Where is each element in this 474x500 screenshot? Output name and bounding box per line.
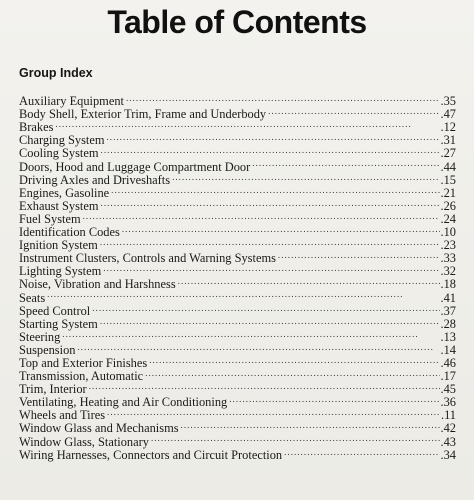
toc-entry: [19, 419, 456, 436]
dot-leader: [101, 144, 440, 157]
toc-entry-page: .44: [440, 159, 456, 174]
toc-entry-label: Starting System: [19, 316, 98, 331]
dot-leader: [103, 262, 439, 275]
toc-entry-page: .21: [440, 185, 456, 200]
dot-leader: [62, 328, 439, 341]
toc-entry-label: Ignition System: [19, 238, 98, 253]
toc-entry-page: .43: [440, 434, 456, 449]
toc-entry-label: Lighting System: [19, 264, 102, 279]
toc-entry-page: .37: [440, 303, 456, 318]
toc-entry: [19, 288, 456, 305]
toc-entry: [19, 236, 456, 253]
toc-entry-label: Window Glass, Stationary: [19, 434, 149, 449]
toc-entry-page: .18: [440, 277, 456, 292]
dot-leader: [126, 92, 440, 105]
toc-entry: [19, 262, 456, 279]
toc-entry: [19, 131, 456, 148]
toc-entry-page: .10: [440, 225, 456, 240]
group-index-heading: Group Index: [19, 66, 93, 80]
toc-entry: [19, 432, 456, 449]
toc-entry: [19, 406, 456, 423]
dot-leader: [100, 315, 440, 328]
toc-entry: [19, 92, 456, 109]
toc-entry-page: .46: [440, 355, 456, 370]
dot-leader: [268, 105, 439, 118]
toc-entry: [19, 354, 456, 370]
dot-leader: [252, 157, 439, 170]
dot-leader: [77, 341, 439, 354]
dot-leader: [149, 354, 439, 367]
toc-entry: [19, 210, 456, 226]
toc-entry-label: Auxiliary Equipment: [19, 94, 124, 109]
toc-entry-page: .28: [440, 316, 456, 331]
toc-entry-page: .35: [440, 94, 456, 109]
toc-entry: [19, 223, 456, 240]
toc-entry-page: .15: [440, 172, 456, 187]
toc-entry: [19, 105, 456, 122]
page-title: Table of Contents: [107, 4, 367, 40]
toc-entry: [19, 393, 456, 410]
toc-entry-label: Seats: [19, 290, 46, 305]
toc-entry: [19, 380, 456, 397]
toc-entry: [19, 157, 456, 174]
toc-entry-label: Wheels and Tires: [19, 408, 106, 423]
toc-entry-page: .17: [440, 369, 456, 384]
toc-entry-page: .32: [440, 264, 456, 279]
toc-entry-label: Window Glass and Mechanisms: [19, 421, 179, 436]
toc-entry-label: Charging System: [19, 133, 105, 148]
toc-entry-page: .12: [440, 120, 456, 135]
toc-entry: [19, 118, 456, 135]
toc-entry-page: .27: [440, 146, 456, 161]
toc-entry: [19, 328, 456, 344]
toc-entry-label: Identification Codes: [19, 225, 120, 240]
dot-leader: [172, 171, 439, 184]
dot-leader: [122, 223, 440, 236]
dot-leader: [47, 288, 439, 301]
toc-entry-label: Engines, Gasoline: [19, 185, 110, 200]
toc-entry: [19, 302, 456, 318]
toc-entry: [19, 184, 456, 200]
toc-entry-page: .31: [440, 133, 456, 148]
toc-entry-page: .23: [440, 238, 456, 253]
toc-entry: [19, 446, 456, 462]
toc-entry-label: Suspension: [19, 342, 76, 357]
dot-leader: [55, 118, 439, 131]
toc-entry: [19, 275, 456, 292]
toc-entry: [19, 197, 456, 213]
dot-leader: [145, 367, 439, 380]
toc-entry-label: Trim, Interior: [19, 382, 87, 397]
toc-entry-label: Wiring Harnesses, Connectors and Circuit Protection: [19, 447, 283, 462]
toc-entry-label: Steering: [19, 329, 61, 344]
toc-entry-label: Noise, Vibration and Harshness: [19, 277, 176, 292]
toc-entry-page: .14: [440, 342, 456, 357]
toc-entry: [19, 367, 456, 384]
toc-entry-label: Brakes: [19, 120, 54, 135]
toc-entry-page: .26: [440, 198, 456, 213]
dot-leader: [89, 380, 440, 393]
toc-list: [19, 92, 456, 462]
toc-entry-label: Ventilating, Heating and Air Conditioning: [19, 395, 228, 410]
dot-leader: [106, 131, 439, 144]
toc-entry: [19, 341, 456, 357]
toc-entry-label: Cooling System: [19, 146, 99, 161]
dot-leader: [83, 210, 440, 223]
dot-leader: [100, 236, 440, 249]
toc-entry-page: .13: [440, 329, 456, 344]
dot-leader: [92, 302, 439, 315]
dot-leader: [178, 275, 440, 288]
toc-entry-page: .34: [440, 447, 456, 462]
toc-entry: [19, 144, 456, 161]
toc-entry-label: Driving Axles and Driveshafts: [19, 172, 171, 187]
dot-leader: [107, 406, 440, 419]
dot-leader: [278, 249, 440, 262]
toc-entry-page: .42: [440, 421, 456, 436]
toc-entry-label: Body Shell, Exterior Trim, Frame and Underbody: [19, 107, 267, 122]
toc-entry-label: Doors, Hood and Luggage Compartment Door: [19, 159, 251, 174]
toc-entry-page: .24: [440, 211, 456, 226]
toc-entry: [19, 249, 456, 266]
toc-entry-page: .45: [440, 382, 456, 397]
toc-entry-label: Speed Control: [19, 303, 91, 318]
toc-entry-page: .11: [440, 408, 456, 423]
toc-entry: [19, 315, 456, 331]
dot-leader: [229, 393, 439, 406]
dot-leader: [284, 446, 439, 459]
toc-entry-label: Instrument Clusters, Controls and Warning Systems: [19, 251, 276, 266]
toc-entry-page: .33: [440, 251, 456, 266]
dot-leader: [101, 197, 440, 210]
toc-entry-label: Top and Exterior Finishes: [19, 355, 148, 370]
toc-entry-label: Exhaust System: [19, 198, 99, 213]
toc-entry: [19, 171, 456, 187]
dot-leader: [151, 432, 440, 445]
toc-entry-page: .41: [440, 290, 456, 305]
toc-entry-label: Transmission, Automatic: [19, 369, 144, 384]
toc-entry-label: Fuel System: [19, 211, 81, 226]
dot-leader: [111, 184, 439, 197]
toc-entry-page: .47: [440, 107, 456, 122]
dot-leader: [181, 419, 440, 432]
toc-entry-page: .36: [440, 395, 456, 410]
